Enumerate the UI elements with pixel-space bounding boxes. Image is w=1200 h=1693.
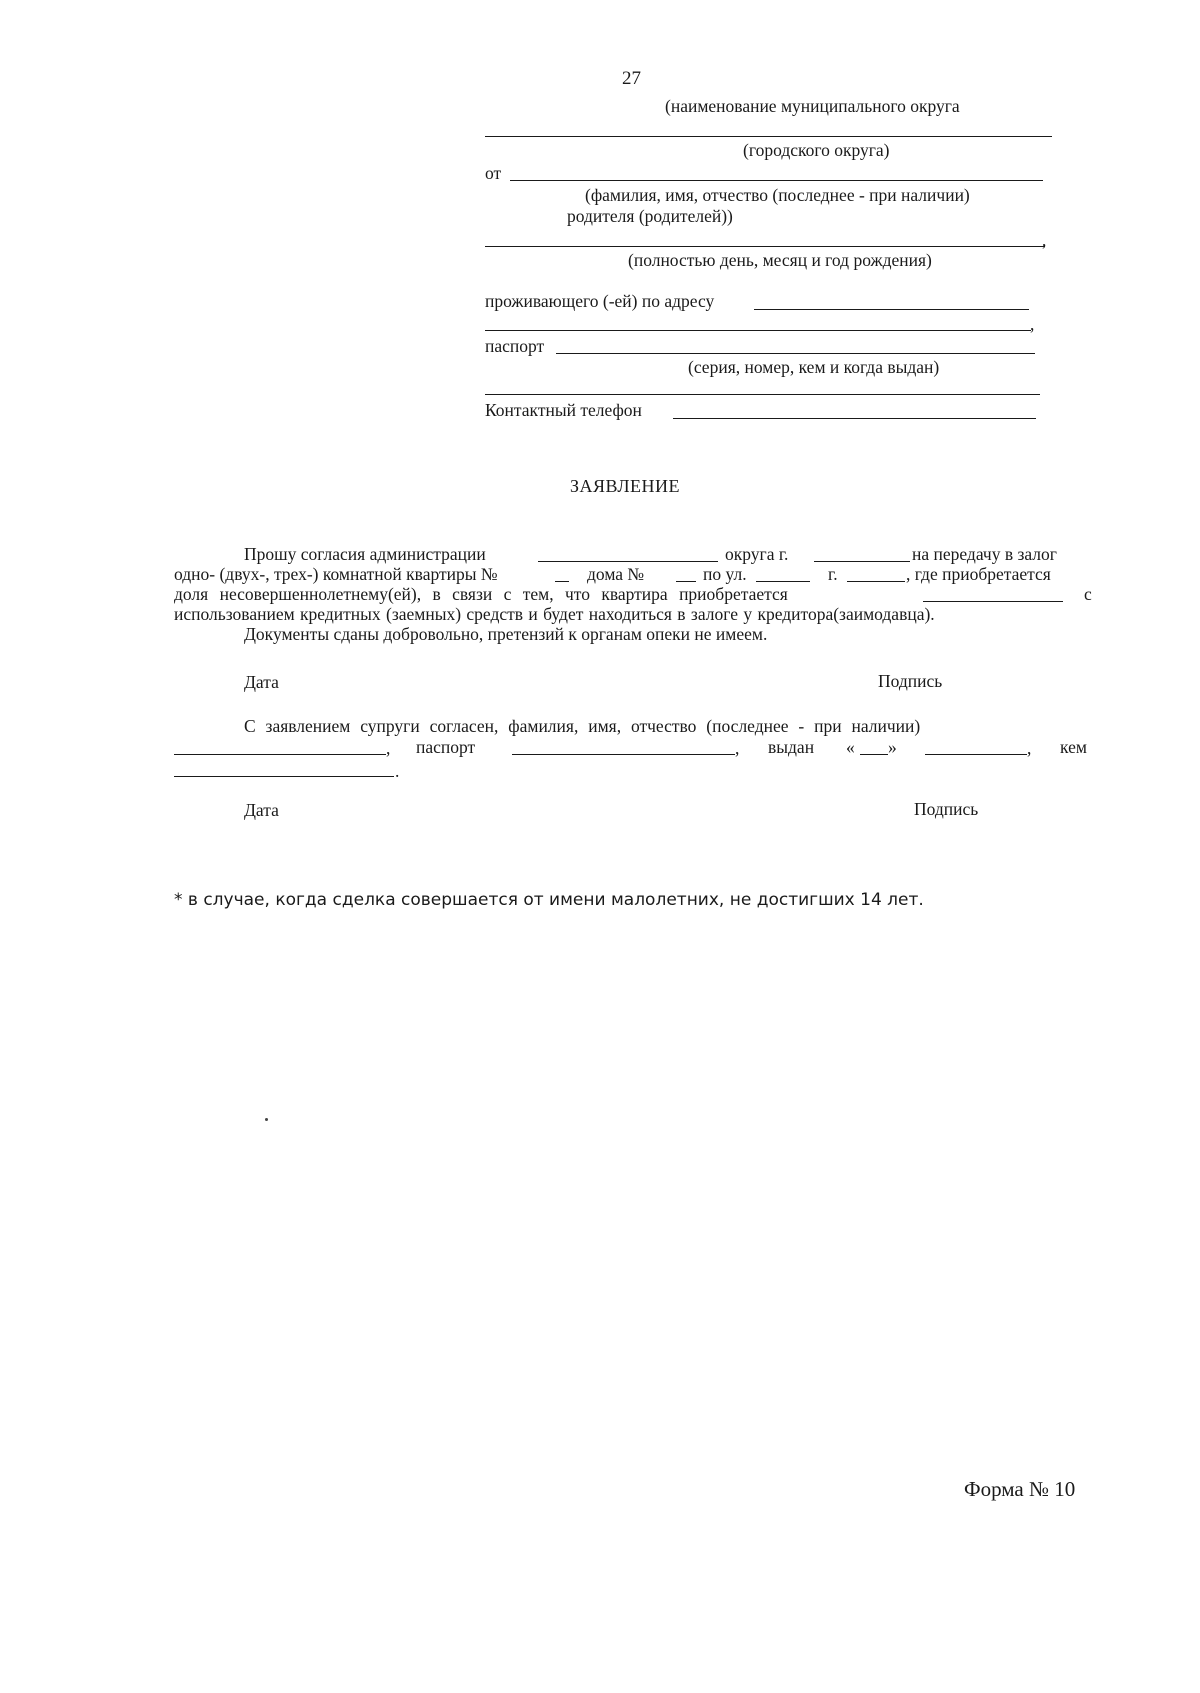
comma-mark: , <box>1042 230 1047 250</box>
address-line-2 <box>485 330 1031 331</box>
footnote: * в случае, когда сделка совершается от имени малолетних, не достигших 14 лет. <box>174 890 924 910</box>
dob-line <box>485 246 1045 247</box>
address-label: проживающего (-ей) по адресу <box>485 291 715 311</box>
blank-house <box>676 581 696 582</box>
dob-caption: (полностью день, месяц и год рождения) <box>628 250 932 270</box>
comma-mark: , <box>1030 314 1035 334</box>
body-line1-a: Прошу согласия администрации <box>244 544 486 564</box>
address-line-1 <box>754 309 1029 310</box>
name-caption-line1: (фамилия, имя, отчество (последнее - при наличии) <box>585 185 970 205</box>
blank-apt <box>555 581 569 582</box>
issued-by-label: кем <box>1060 737 1087 757</box>
blank-city <box>814 561 910 562</box>
blank-town <box>847 581 905 582</box>
body-line1-c: на передачу в залог <box>912 544 1057 564</box>
document-title: ЗАЯВЛЕНИЕ <box>570 476 681 496</box>
body-line3-b: с <box>1084 584 1092 604</box>
blank-issue-date <box>925 754 1027 755</box>
spouse-line1: С заявлением супруги согласен, фамилия, имя, отчество (последнее - при наличии) <box>244 716 921 736</box>
body-line2-d: г. <box>828 564 838 584</box>
period-mark: . <box>395 761 400 781</box>
blank-spouse-name <box>174 754 386 755</box>
org-name-line <box>485 136 1052 137</box>
scan-speck <box>265 1118 268 1121</box>
body-line2-e: , где приобретается <box>906 564 1051 584</box>
quote-open: « <box>846 737 855 757</box>
blank-issue-day <box>860 754 888 755</box>
passport-line <box>556 353 1035 354</box>
body-line4: использованием кредитных (заемных) средств и будет находиться в залоге у кредитора(заимодавца). <box>174 604 935 624</box>
body-line3-a: доля несовершеннолетнему(ей), в связи с тем, что квартира приобретается <box>174 584 788 604</box>
body-line2-c: по ул. <box>703 564 747 584</box>
comma-mark: , <box>1027 738 1032 758</box>
blank-spouse-passport <box>512 754 735 755</box>
signature-label: Подпись <box>878 671 943 691</box>
blank-how <box>923 601 1063 602</box>
body-line5: Документы сданы добровольно, претензий к органам опеки не имеем. <box>244 624 768 644</box>
signature-label: Подпись <box>914 799 979 819</box>
comma-mark: , <box>386 738 391 758</box>
phone-label: Контактный телефон <box>485 400 642 420</box>
comma-mark: , <box>735 738 740 758</box>
org-caption-line1: (наименование муниципального округа <box>665 96 960 116</box>
quote-close: » <box>888 737 897 757</box>
page-number: 27 <box>622 68 641 89</box>
applicant-name-line <box>510 180 1043 181</box>
body-line2-a: одно- (двух-, трех-) комнатной квартиры № <box>174 564 498 584</box>
blank-admin <box>538 561 718 562</box>
passport-caption: (серия, номер, кем и когда выдан) <box>688 357 940 377</box>
body-line2-b: дома № <box>587 564 645 584</box>
body-line1-b: округа г. <box>725 544 789 564</box>
from-label: от <box>485 163 502 183</box>
name-caption-line2: родителя (родителей)) <box>567 206 733 226</box>
org-caption-line2: (городского округа) <box>743 140 890 160</box>
passport-line-2 <box>485 394 1040 395</box>
date-label: Дата <box>244 672 279 692</box>
spouse-passport-label: паспорт <box>416 737 476 757</box>
passport-label: паспорт <box>485 336 545 356</box>
date-label: Дата <box>244 800 279 820</box>
form-number: Форма № 10 <box>964 1477 1076 1501</box>
blank-street <box>756 581 810 582</box>
phone-line <box>673 418 1036 419</box>
issued-label: выдан <box>768 737 815 757</box>
blank-issued-by <box>174 776 394 777</box>
